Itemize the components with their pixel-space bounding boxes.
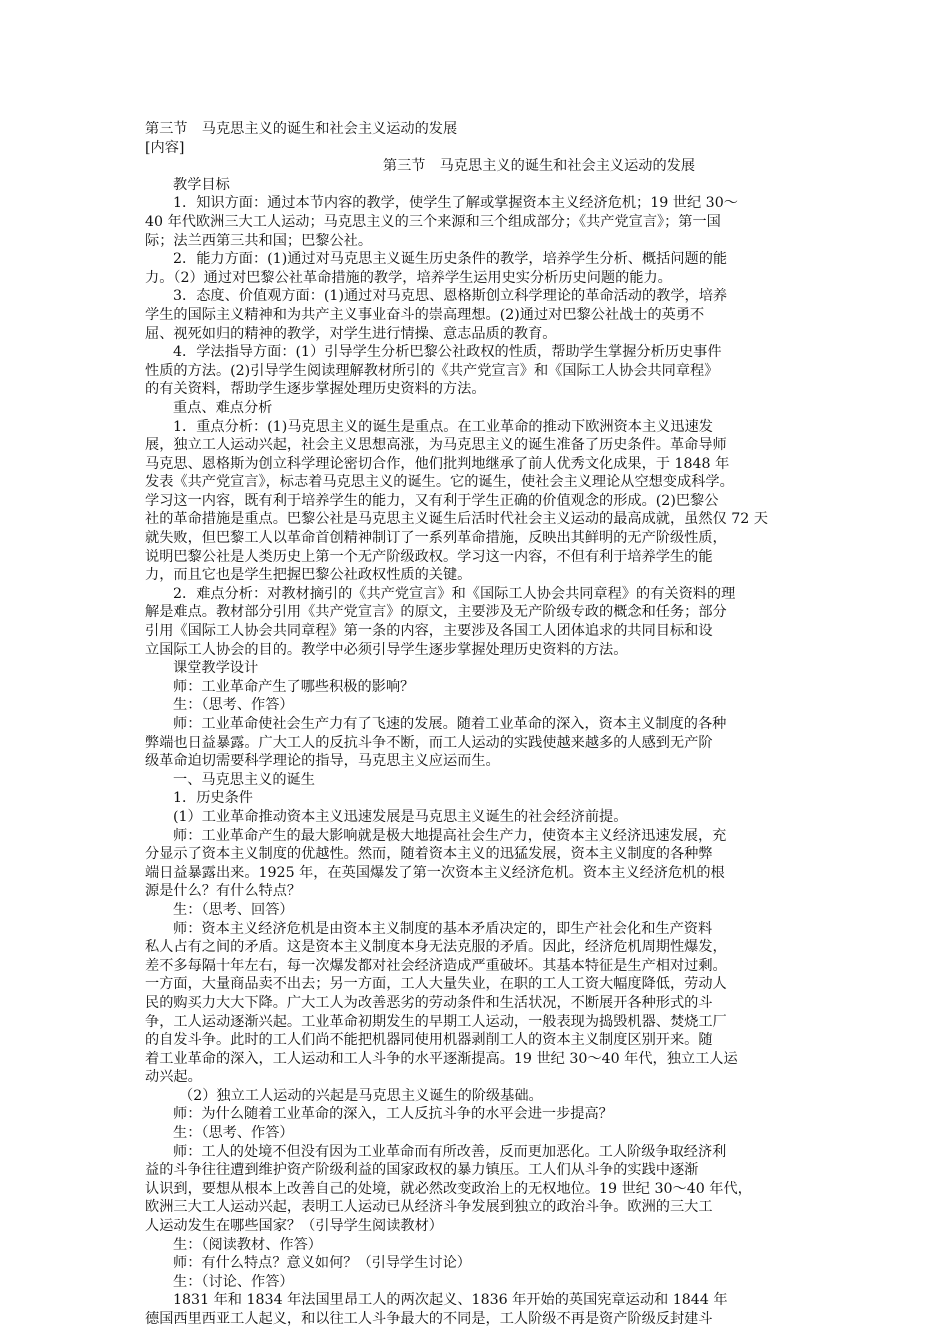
text-line: 力，而且它也是学生把握巴黎公社政权性质的关键。 xyxy=(145,567,472,584)
text-line: 的自发斗争。此时的工人们尚不能把机器同使用机器剥削工人的资本主义制度区别开来。随 xyxy=(145,1032,713,1049)
text-line: 差不多每隔十年左右，每一次爆发都对社会经济造成严重破坏。其基本特征是生产相对过剩。 xyxy=(145,957,727,974)
text-line: 2．能力方面：(1)通过对马克思主义诞生历史条件的教学，培养学生分析、概括问题的能 xyxy=(173,251,728,268)
text-line: 力。（2）通过对巴黎公社革命措施的教学，培养学生运用史实分析历史问题的能力。 xyxy=(145,269,672,286)
text-line: 德国西里西亚工人起义，和以往工人斗争最大的不同是，工人阶级不再是资产阶级反封建斗 xyxy=(145,1311,713,1327)
text-line: 生：（思考、作答） xyxy=(173,697,294,714)
text-line: 级革命迫切需要科学理论的指导，马克思主义应运而生。 xyxy=(145,753,500,770)
text-line: 一方面，大量商品卖不出去；另一方面，工人大量失业，在职的工人工资大幅度降低，劳动人 xyxy=(145,976,727,993)
text-line: 3．态度、价值观方面：(1)通过对马克思、恩格斯创立科学理论的革命活动的教学，培养 xyxy=(173,288,728,305)
text-line: 际；法兰西第三共和国；巴黎公社。 xyxy=(145,232,373,249)
text-line: 师：资本主义经济危机是由资本主义制度的基本矛盾决定的，即生产社会化和生产资料 xyxy=(173,920,713,937)
text-line: 社的革命措施是重点。巴黎公社是马克思主义诞生后活时代社会主义运动的最高成就，虽然仅 72 天 xyxy=(145,511,768,528)
text-line: 私人占有之间的矛盾。这是资本主义制度本身无法克服的矛盾。因此，经济危机周期性爆发， xyxy=(145,939,727,956)
text-line: 1．历史条件 xyxy=(173,790,253,807)
text-line: 弊端也日益暴露。广大工人的反抗斗争不断，而工人运动的实践使越来越多的人感到无产阶 xyxy=(145,734,713,751)
text-line: 2．难点分析：对教材摘引的《共产党宣言》和《国际工人协会共同章程》的有关资料的理 xyxy=(173,585,736,602)
text-line: 端日益暴露出来。1925 年，在英国爆发了第一次资本主义经济危机。资本主义经济危机的根 xyxy=(145,864,725,881)
text-line: 发表《共产党宣言》，标志着马克思主义的诞生。它的诞生，使社会主义理论从空想变成科学。 xyxy=(145,474,734,491)
text-line: 师：工业革命使社会生产力有了飞速的发展。随着工业革命的深入，资本主义制度的各种 xyxy=(173,716,727,732)
text-line: 课堂教学设计 xyxy=(173,660,259,677)
body-text xyxy=(145,176,813,1329)
text-line: 争，工人运动逐渐兴起。工业革命初期发生的早期工人运动，一般表现为捣毁机器、焚烧工厂 xyxy=(145,1013,727,1030)
text-line: 学生的国际主义精神和为共产主义事业奋斗的崇高理想。(2)通过对巴黎公社战士的英勇不 xyxy=(145,306,705,323)
text-line: 屈、视死如归的精神的教学，对学生进行情操、意志品质的教育。 xyxy=(145,325,557,342)
text-line: 1831 年和 1834 年法国里昂工人的两次起义、1836 年开始的英国宪章运动和 1844 年 xyxy=(173,1292,728,1309)
text-line: 益的斗争往往遭到维护资产阶级利益的国家政权的暴力镇压。工人们从斗争的实践中逐渐 xyxy=(145,1162,699,1179)
section-title: 第三节 马克思主义的诞生和社会主义运动的发展 xyxy=(145,121,458,137)
text-line: 生：（思考、回答） xyxy=(173,901,294,918)
text-line: 4．学法指导方面：(1）引导学生分析巴黎公社政权的性质，帮助学生掌握分析历史事件 xyxy=(173,344,722,361)
text-line: 生：（讨论、作答） xyxy=(173,1273,294,1290)
text-line: 动兴起。 xyxy=(145,1069,202,1086)
text-line: 一、马克思主义的诞生 xyxy=(173,771,315,788)
text-line: 说明巴黎公社是人类历史上第一个无产阶级政权。学习这一内容，不但有利于培养学生的能 xyxy=(145,548,713,565)
text-line: 师：工人的处境不但没有因为工业革命而有所改善，反而更加恶化。工人阶级争取经济利 xyxy=(173,1143,727,1160)
text-line: 着工业革命的深入，工人运动和工人斗争的水平逐渐提高。19 世纪 30～40 年代，独立工人运 xyxy=(145,1050,738,1067)
text-line: 欧洲三大工人运动兴起，表明工人运动已从经济斗争发展到独立的政治斗争。欧洲的三大工 xyxy=(145,1199,713,1216)
text-line: 师：工业革命产生的最大影响就是极大地提高社会生产力，使资本主义经济迅速发展，充 xyxy=(173,827,727,844)
text-line: 40 年代欧洲三大工人运动；马克思主义的三个来源和三个组成部分；《共产党宣言》；第一国 xyxy=(145,213,721,230)
text-line: 1．知识方面：通过本节内容的教学，使学生了解或掌握资本主义经济危机；19 世纪 30～ xyxy=(173,195,738,212)
text-line: 源是什么？有什么特点？ xyxy=(145,883,302,900)
text-line: 性质的方法。(2)引导学生阅读理解教材所引的《共产党宣言》和《国际工人协会共同章程》 xyxy=(145,362,719,379)
text-line: 分显示了资本主义制度的优越性。然而，随着资本主义的迅猛发展，资本主义制度的各种弊 xyxy=(145,846,713,863)
text-line: 师：有什么特点？意义如何？（引导学生讨论） xyxy=(173,1255,471,1272)
text-line: 1．重点分析：(1)马克思主义的诞生是重点。在工业革命的推动下欧洲资本主义迅速发 xyxy=(173,418,713,435)
text-line: 的有关资料，帮助学生逐步掌握处理历史资料的方法。 xyxy=(145,381,486,398)
content-tag: [内容] xyxy=(145,139,185,156)
text-line: 马克思、恩格斯为创立科学理论密切合作，他们批判地继承了前人优秀文化成果，于 1848 年 xyxy=(145,455,730,472)
text-line: 立国际工人协会的目的。教学中必须引导学生逐步掌握处理历史资料的方法。 xyxy=(145,641,628,658)
document-page xyxy=(145,120,813,1329)
text-line: （2）独立工人运动的兴起是马克思主义诞生的阶级基础。 xyxy=(179,1087,543,1104)
text-line: 就失败，但巴黎工人以革命首创精神制订了一系列革命措施，反映出其鲜明的无产阶级性质， xyxy=(145,530,727,547)
text-line: 民的购买力大大下降。广大工人为改善恶劣的劳动条件和生活状况，不断展开各种形式的斗 xyxy=(145,994,713,1011)
text-line: 展，独立工人运动兴起，社会主义思想高涨，为马克思主义的诞生准备了历史条件。革命导师 xyxy=(145,437,727,454)
text-line: 引用《国际工人协会共同章程》第一条的内容，主要涉及各国工人团体追求的共同目标和设 xyxy=(145,623,713,640)
text-line: 师：工业革命产生了哪些积极的影响？ xyxy=(173,678,415,695)
centered-heading: 第三节 马克思主义的诞生和社会主义运动的发展 xyxy=(382,158,696,175)
text-line: (1）工业革命推动资本主义迅速发展是马克思主义诞生的社会经济前提。 xyxy=(173,808,628,825)
text-line: 人运动发生在哪些国家？（引导学生阅读教材） xyxy=(145,1218,443,1235)
text-line: 生：（阅读教材、作答） xyxy=(173,1236,322,1253)
text-line: 认识到，要想从根本上改善自己的处境，就必然改变政治上的无权地位。19 世纪 30～40 年代， xyxy=(145,1180,752,1197)
text-line: 学习这一内容，既有利于培养学生的能力，又有利于学生正确的价值观念的形成。(2)巴黎公 xyxy=(145,492,719,509)
text-line: 解是难点。教材部分引用《共产党宣言》的原文，主要涉及无产阶级专政的概念和任务；部分 xyxy=(145,604,727,621)
text-line: 师：为什么随着工业革命的深入，工人反抗斗争的水平会进一步提高？ xyxy=(173,1106,613,1123)
text-line: 教学目标 xyxy=(173,176,230,193)
text-line: 重点、难点分析 xyxy=(173,399,273,416)
text-line: 生：（思考、作答） xyxy=(173,1125,294,1142)
